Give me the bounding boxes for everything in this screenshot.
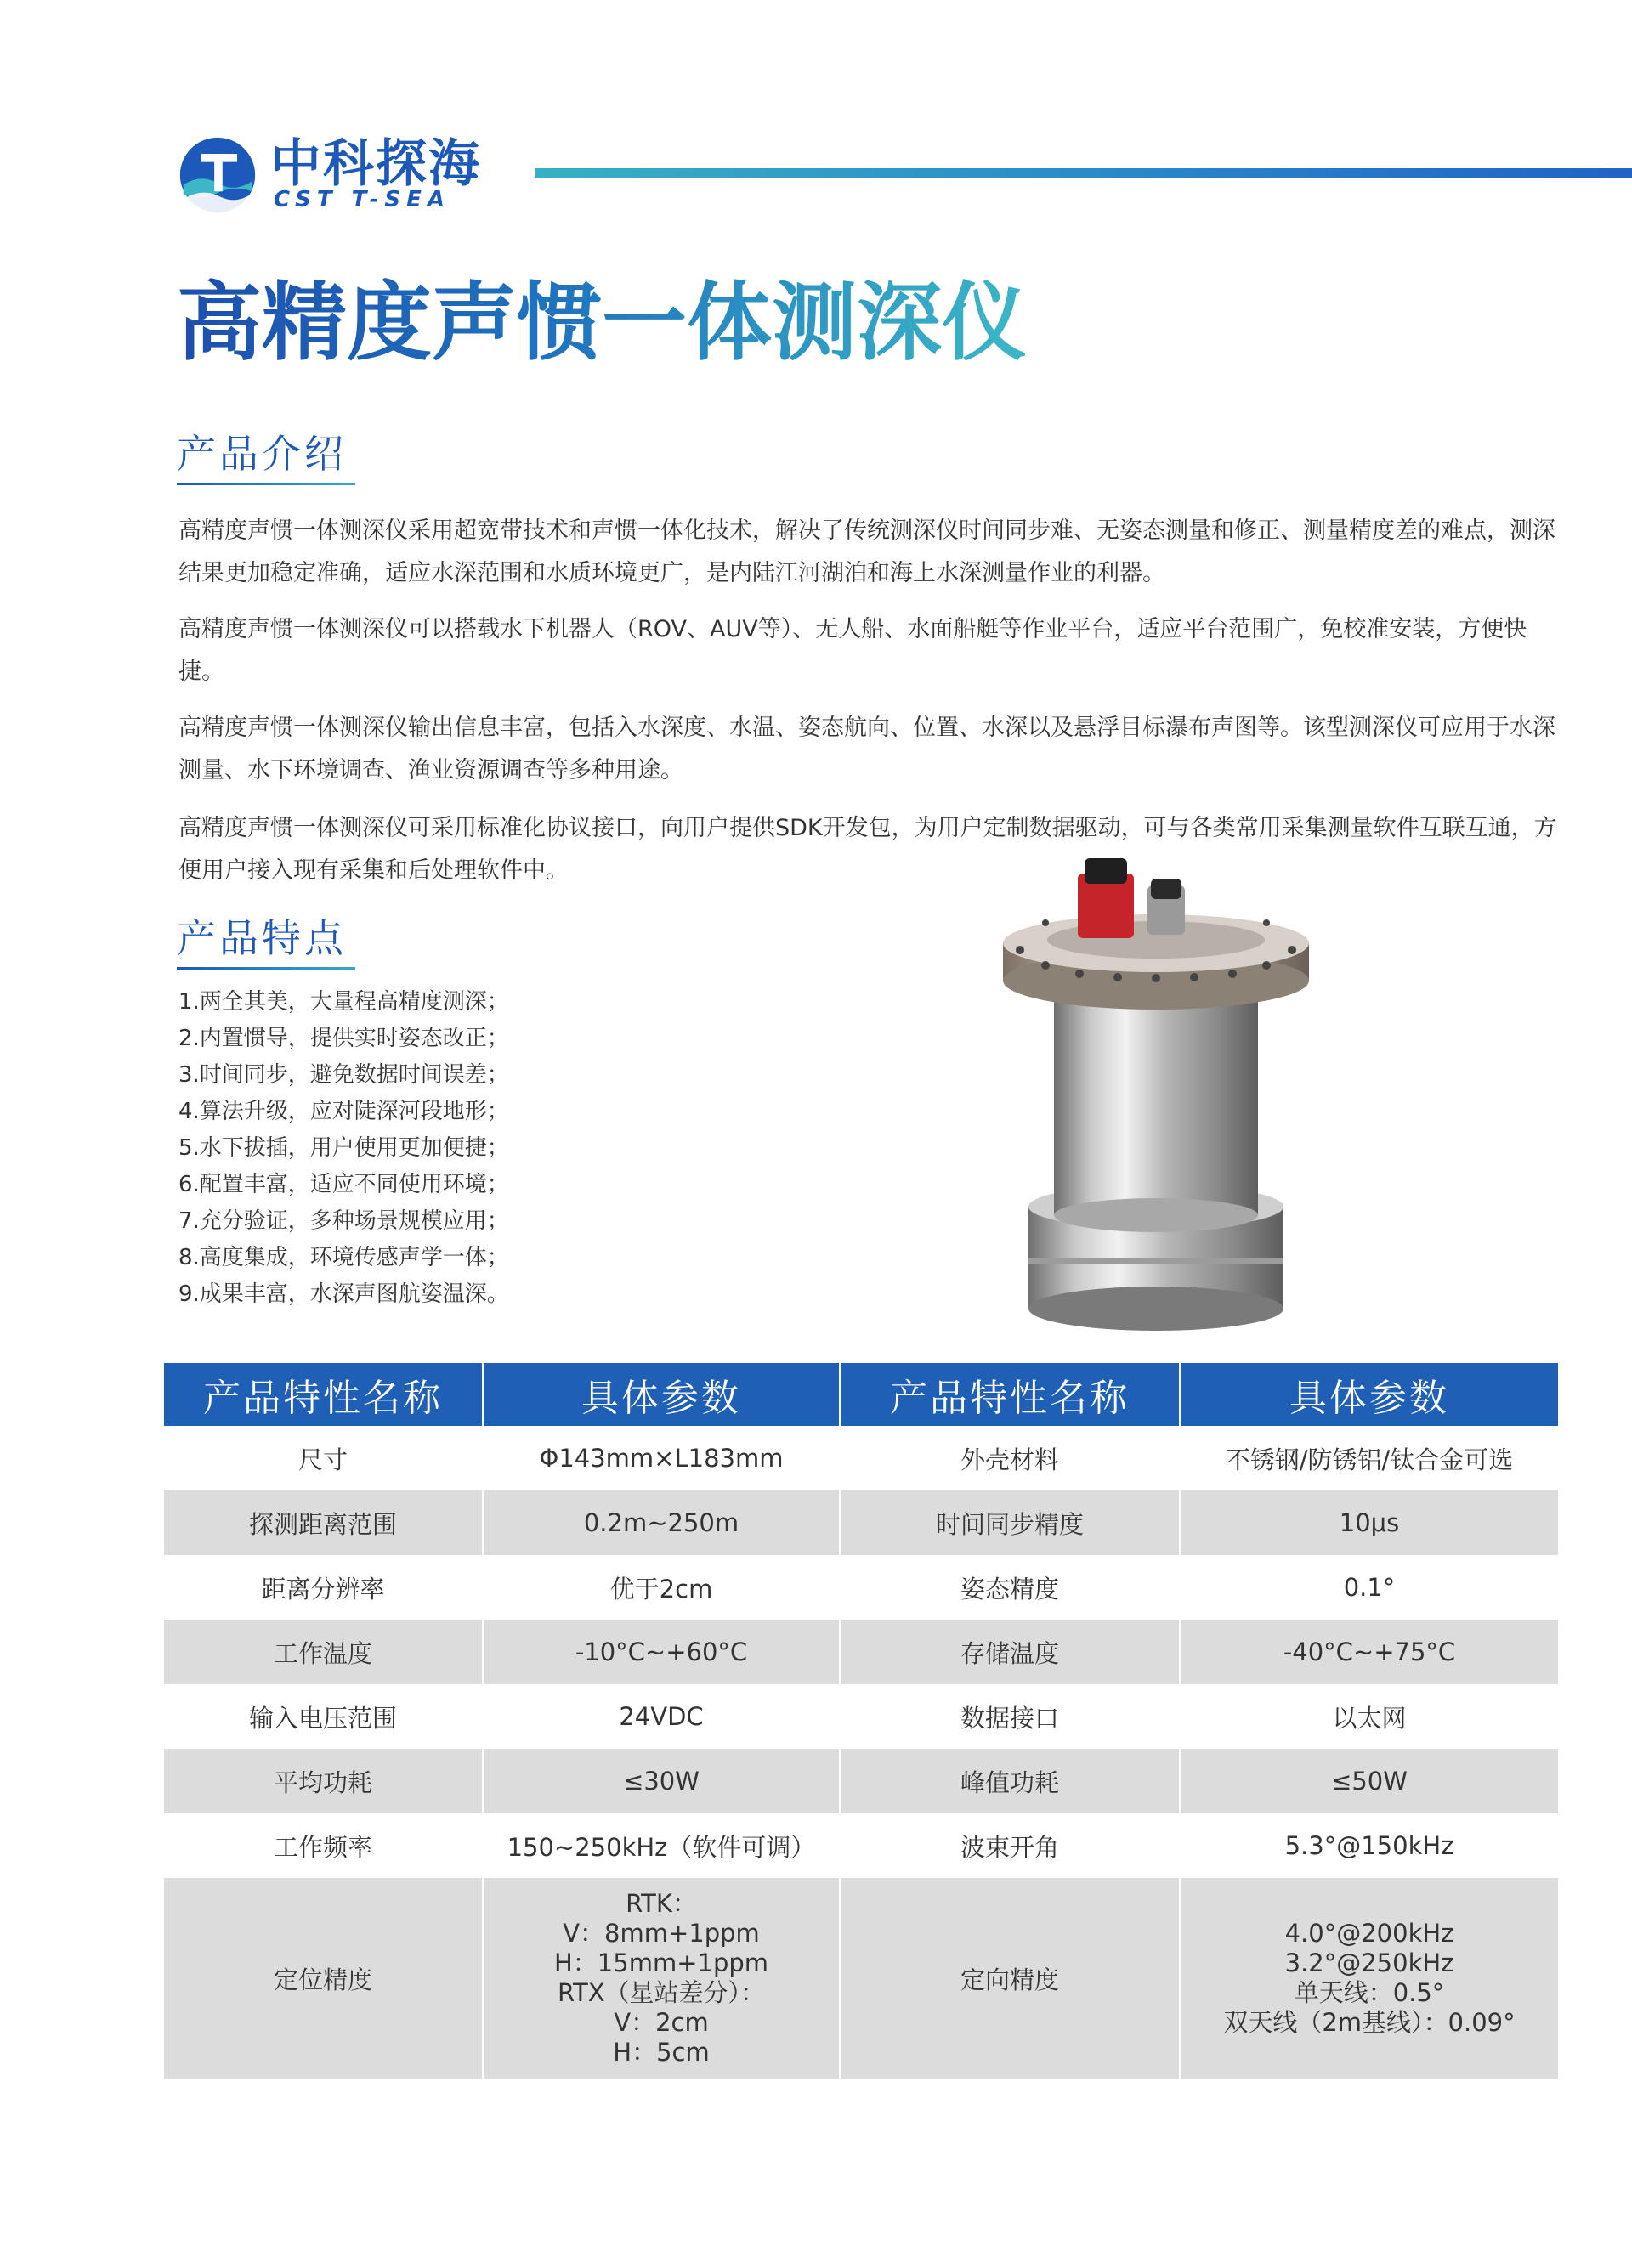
spec-header-value: 具体参数: [1180, 1363, 1558, 1426]
spec-name-cell: 工作温度: [164, 1620, 483, 1684]
spec-value-line: RTK：: [626, 1889, 697, 1918]
feature-item: 4.算法升级，应对陡深河段地形；: [178, 1099, 509, 1124]
feature-item: 2.内置惯导，提供实时姿态改正；: [178, 1026, 509, 1051]
feature-item: 1.两全其美，大量程高精度测深；: [178, 989, 509, 1015]
spec-name-cell: 定位精度: [164, 1878, 483, 2079]
features-heading: 产品特点: [177, 915, 347, 961]
spec-value-cell: ≤50W: [1180, 1749, 1558, 1813]
spec-name-cell: 探测距离范围: [164, 1490, 483, 1555]
spec-name-cell: 输入电压范围: [164, 1684, 483, 1749]
spec-header-name: 产品特性名称: [840, 1363, 1180, 1426]
spec-name-cell: 时间同步精度: [840, 1490, 1180, 1555]
spec-value-line: 4.0°@200kHz: [1284, 1919, 1454, 1948]
table-row: [164, 1684, 1558, 1749]
spec-value-line: V：2cm: [614, 2008, 709, 2037]
spec-value-cell: -40°C~+75°C: [1180, 1620, 1558, 1684]
spec-value-line: 3.2°@250kHz: [1284, 1948, 1454, 1977]
spec-name-cell: 数据接口: [840, 1684, 1180, 1749]
spec-table: [164, 1363, 1558, 2079]
spec-name-cell: 平均功耗: [164, 1749, 483, 1813]
intro-heading: 产品介绍: [177, 431, 347, 477]
features-list: [178, 984, 509, 1313]
table-row: [164, 1878, 1558, 2079]
sonar-device-image: [978, 858, 1334, 1343]
intro-paragraph: 高精度声惯一体测深仪可采用标准化协议接口，向用户提供SDK开发包，为用户定制数据驱动，可与各类常用采集测量软件互联互通，方便用户接入现有采集和后处理软件中。: [178, 815, 1557, 884]
spec-name-cell: 外壳材料: [840, 1426, 1180, 1490]
spec-value-cell: 以太网: [1180, 1684, 1558, 1749]
spec-value-cell: 0.1°: [1180, 1555, 1558, 1620]
table-row: [164, 1490, 1558, 1555]
features-heading-underline: [177, 967, 355, 970]
spec-value-cell: [483, 1878, 840, 2079]
feature-item: 8.高度集成，环境传感声学一体；: [178, 1245, 509, 1270]
header-divider: [536, 168, 1632, 178]
spec-name-cell: 工作频率: [164, 1813, 483, 1878]
spec-value-line: 单天线：0.5°: [1294, 1978, 1445, 2007]
spec-value-cell: [1180, 1878, 1558, 2079]
table-row: [164, 1813, 1558, 1878]
feature-item: 7.充分验证，多种场景规模应用；: [178, 1208, 509, 1234]
feature-item: 6.配置丰富，适应不同使用环境；: [178, 1172, 509, 1197]
spec-value-cell: 150~250kHz（软件可调）: [483, 1813, 840, 1878]
page-title: 高精度声惯一体测深仪: [177, 273, 1027, 372]
spec-name-cell: 尺寸: [164, 1426, 483, 1490]
spec-value-cell: 10μs: [1180, 1490, 1558, 1555]
spec-value-cell: 5.3°@150kHz: [1180, 1813, 1558, 1878]
intro-paragraph: 高精度声惯一体测深仪采用超宽带技术和声惯一体化技术，解决了传统测深仪时间同步难、无姿态测量和修正、测量精度差的难点，测深结果更加稳定准确，适应水深范围和水质环境更广，是内陆江河湖泊和海上水深测量作业的利器。: [178, 518, 1556, 586]
spec-header-name: 产品特性名称: [164, 1363, 483, 1426]
spec-name-cell: 姿态精度: [840, 1555, 1180, 1620]
brand-name-cn: 中科探海: [270, 134, 481, 194]
spec-value-line: 双天线（2m基线）：0.09°: [1223, 2008, 1516, 2037]
intro-paragraph: 高精度声惯一体测深仪可以搭载水下机器人（ROV、AUV等）、无人船、水面船艇等作业平台，适应平台范围广，免校准安装，方便快捷。: [178, 616, 1527, 685]
feature-item: 3.时间同步，避免数据时间误差；: [178, 1062, 509, 1088]
spec-value-cell: ≤30W: [483, 1749, 840, 1813]
spec-value-line: RTX（星站差分）：: [557, 1978, 766, 2007]
feature-item: 5.水下拔插，用户使用更加便捷；: [178, 1135, 509, 1161]
spec-value-cell: Φ143mm×L183mm: [483, 1426, 840, 1490]
intro-paragraph: 高精度声惯一体测深仪输出信息丰富，包括入水深度、水温、姿态航向、位置、水深以及悬浮目标瀑布声图等。该型测深仪可应用于水深测量、水下环境调查、渔业资源调查等多种用途。: [178, 715, 1556, 783]
spec-table-header-row: [164, 1363, 1558, 1426]
spec-value-cell: 24VDC: [483, 1684, 840, 1749]
table-row: [164, 1426, 1558, 1490]
spec-value-cell: 0.2m~250m: [483, 1490, 840, 1555]
spec-value-line: V：8mm+1ppm: [563, 1919, 760, 1948]
spec-header-value: 具体参数: [483, 1363, 840, 1426]
spec-value-cell: -10°C~+60°C: [483, 1620, 840, 1684]
spec-value-line: H：5cm: [613, 2038, 710, 2067]
brand-logo-icon: [177, 134, 258, 216]
spec-value-line: H：15mm+1ppm: [553, 1948, 769, 1977]
spec-name-cell: 存储温度: [840, 1620, 1180, 1684]
spec-value-cell: 不锈钢/防锈铝/钛合金可选: [1180, 1426, 1558, 1490]
spec-value-cell: 优于2cm: [483, 1555, 840, 1620]
spec-name-cell: 距离分辨率: [164, 1555, 483, 1620]
spec-name-cell: 定向精度: [840, 1878, 1180, 2079]
table-row: [164, 1749, 1558, 1813]
table-row: [164, 1620, 1558, 1684]
spec-name-cell: 峰值功耗: [840, 1749, 1180, 1813]
intro-heading-underline: [177, 483, 355, 485]
table-row: [164, 1555, 1558, 1620]
spec-name-cell: 波束开角: [840, 1813, 1180, 1878]
brand-name-en: CST T-SEA: [274, 187, 450, 212]
feature-item: 9.成果丰富，水深声图航姿温深。: [178, 1281, 509, 1307]
